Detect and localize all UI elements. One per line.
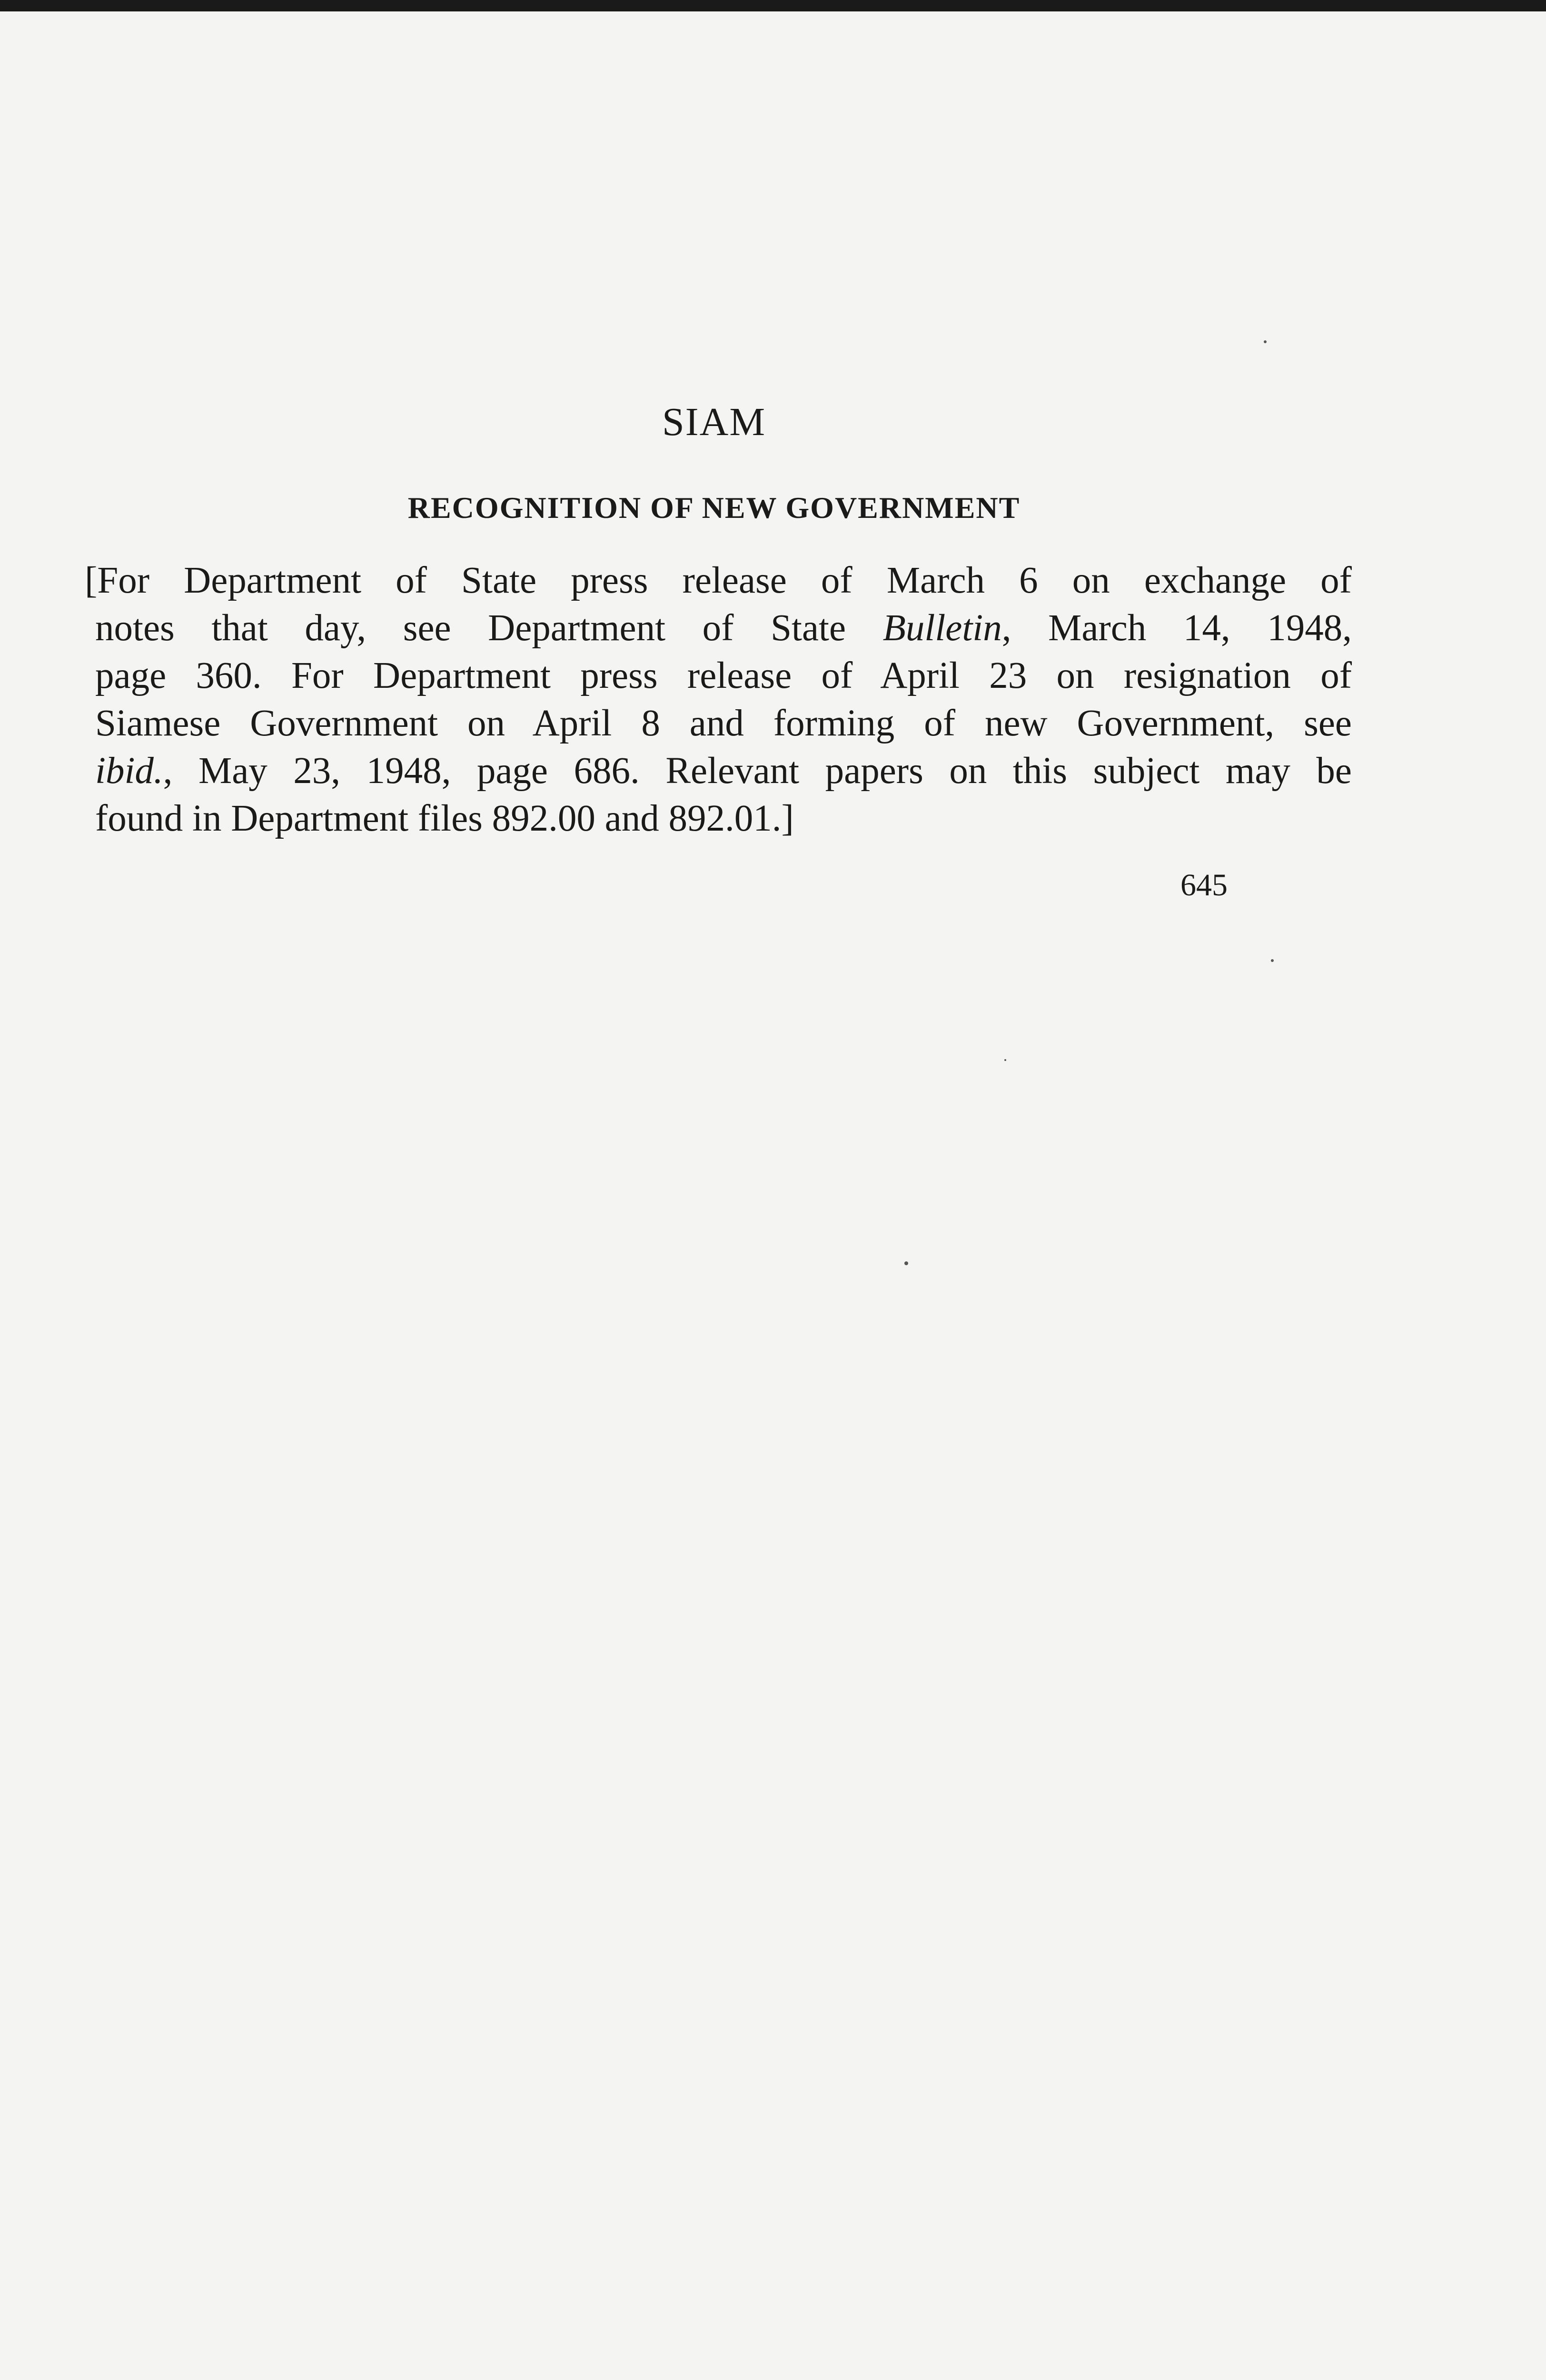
note-line [95,605,1352,652]
note-text: found in Department files 892.00 and 892.01.] [95,798,794,839]
page-heading: SIAM [662,400,766,444]
scan-speck [904,1261,908,1265]
note-text: , May 23, 1948, page 686. Relevant papers on this subject may be [163,750,1352,792]
page-number: 645 [1180,868,1228,902]
note-text: notes that day, see Department of State [95,607,883,649]
note-text: page 360. For Department press release of April 23 on resignation of [95,655,1352,696]
note-line [95,652,1352,700]
note-text: Siamese Government on April 8 and forming of new Government, see [95,703,1352,744]
scan-speck [1004,1059,1006,1061]
scan-speck [1264,340,1267,343]
note-line [95,795,1352,843]
note-italic-text: Bulletin [882,607,1002,649]
note-text: [For Department of State press release of March 6 on exchange of [85,560,1352,601]
note-line [95,700,1352,747]
editorial-note [85,557,1352,843]
note-line [95,747,1352,795]
top-border-rule [0,0,1546,11]
note-italic-text: ibid. [95,750,163,792]
scan-speck [1271,959,1274,962]
note-text: , March 14, 1948, [1001,607,1352,649]
section-subheading: RECOGNITION OF NEW GOVERNMENT [407,491,1021,525]
note-line [85,557,1352,605]
